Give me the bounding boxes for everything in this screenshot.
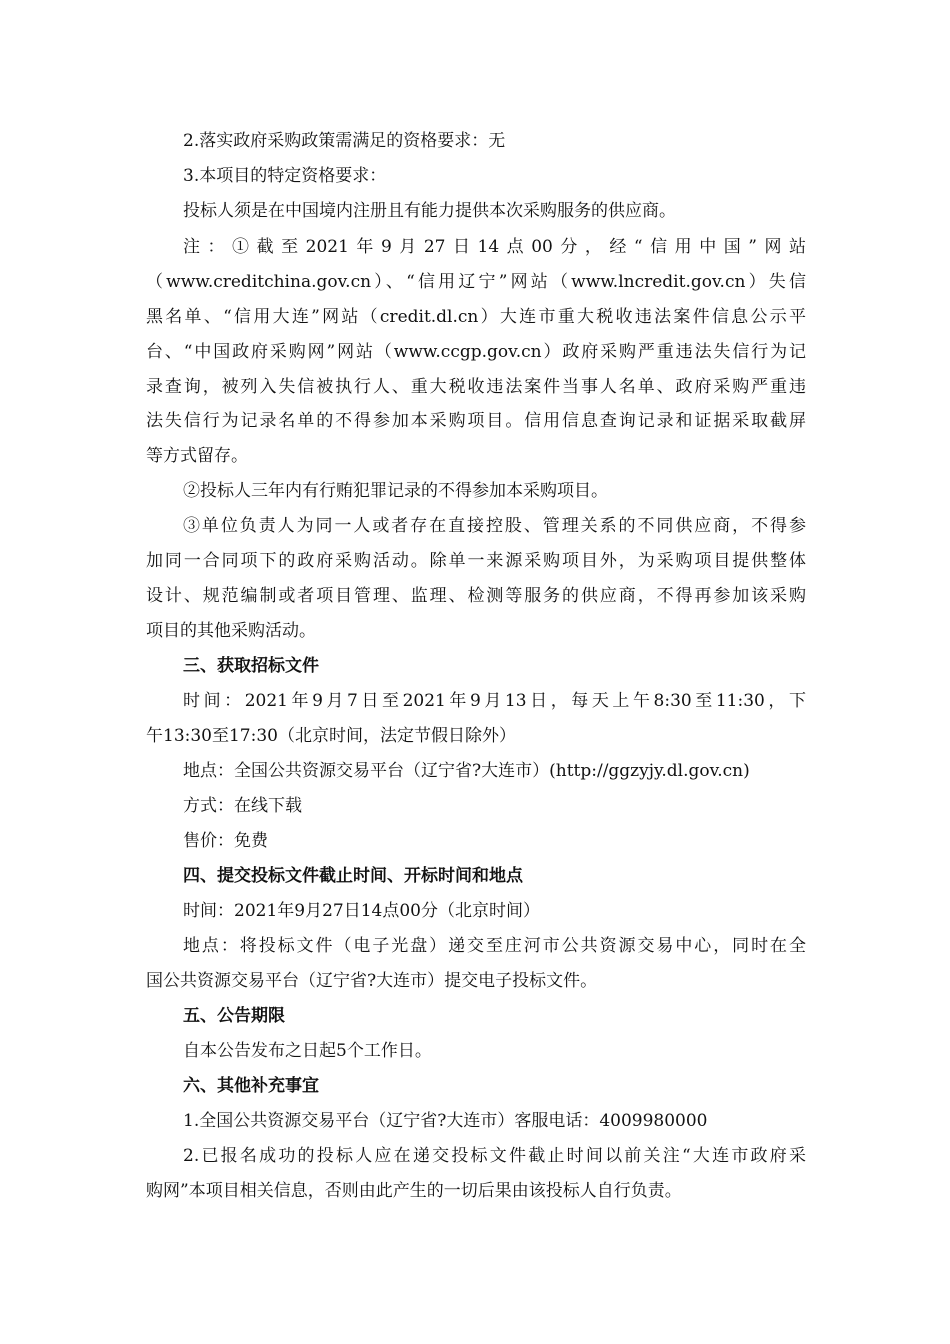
note-item-3-line: ③单位负责人为同一人或者存在直接控股、管理关系的不同供应商，不得参	[183, 516, 806, 536]
notice-period-line: 自本公告发布之日起5个工作日。	[183, 1041, 432, 1061]
section-heading-3: 三、获取招标文件	[183, 656, 319, 676]
method-line: 方式：在线下载	[183, 796, 302, 816]
note-paragraph-line: 黑名单、“信用大连”网站（credit.dl.cn）大连市重大税收违法案件信息公示平	[146, 307, 806, 327]
time-line-continued: 午13:30至17:30（北京时间，法定节假日除外）	[146, 726, 516, 746]
note-paragraph-line: 法失信行为记录名单的不得参加本采购项目。信用信息查询记录和证据采取截屏	[146, 411, 806, 431]
location-line: 地点：全国公共资源交易平台（辽宁省?大连市）(http://ggzyjy.dl.gov.cn)	[183, 761, 750, 781]
requirement-2: 2.落实政府采购政策需满足的资格要求：无	[183, 131, 506, 151]
service-phone-line: 1.全国公共资源交易平台（辽宁省?大连市）客服电话：4009980000	[183, 1111, 708, 1131]
deadline-location-line: 地点：将投标文件（电子光盘）递交至庄河市公共资源交易中心，同时在全	[183, 936, 806, 956]
note-item-3-line: 项目的其他采购活动。	[146, 621, 316, 641]
note-paragraph-line: 注：①截至2021年9月27日14点00分，经“信用中国”网站	[183, 237, 806, 257]
note-paragraph-line: 台、“中国政府采购网”网站（www.ccgp.gov.cn）政府采购严重违法失信行为记	[146, 342, 806, 362]
time-line: 时间：2021年9月7日至2021年9月13日，每天上午8:30至11:30，下	[183, 691, 806, 711]
note-paragraph-line: （www.creditchina.gov.cn）、“信用辽宁”网站（www.lncredit.gov.cn）失信	[146, 272, 806, 292]
supplement-2-line: 2.已报名成功的投标人应在递交投标文件截止时间以前关注“大连市政府采	[183, 1146, 806, 1166]
note-item-2: ②投标人三年内有行贿犯罪记录的不得参加本采购项目。	[183, 481, 608, 501]
note-paragraph-line: 录查询，被列入失信被执行人、重大税收违法案件当事人名单、政府采购严重违	[146, 377, 806, 397]
deadline-location-line-continued: 国公共资源交易平台（辽宁省?大连市）提交电子投标文件。	[146, 971, 598, 991]
requirement-3-text: 投标人须是在中国境内注册且有能力提供本次采购服务的供应商。	[183, 201, 676, 221]
section-heading-4: 四、提交投标文件截止时间、开标时间和地点	[183, 866, 523, 886]
section-heading-6: 六、其他补充事宜	[183, 1076, 319, 1096]
deadline-time-line: 时间：2021年9月27日14点00分（北京时间）	[183, 901, 540, 921]
price-line: 售价：免费	[183, 831, 268, 851]
note-item-3-line: 加同一合同项下的政府采购活动。除单一来源采购项目外，为采购项目提供整体	[146, 551, 806, 571]
requirement-3-heading: 3.本项目的特定资格要求：	[183, 166, 387, 186]
section-heading-5: 五、公告期限	[183, 1006, 285, 1026]
note-item-3-line: 设计、规范编制或者项目管理、监理、检测等服务的供应商，不得再参加该采购	[146, 586, 806, 606]
supplement-2-line-continued: 购网”本项目相关信息，否则由此产生的一切后果由该投标人自行负责。	[146, 1181, 682, 1201]
note-paragraph-line: 等方式留存。	[146, 446, 248, 466]
